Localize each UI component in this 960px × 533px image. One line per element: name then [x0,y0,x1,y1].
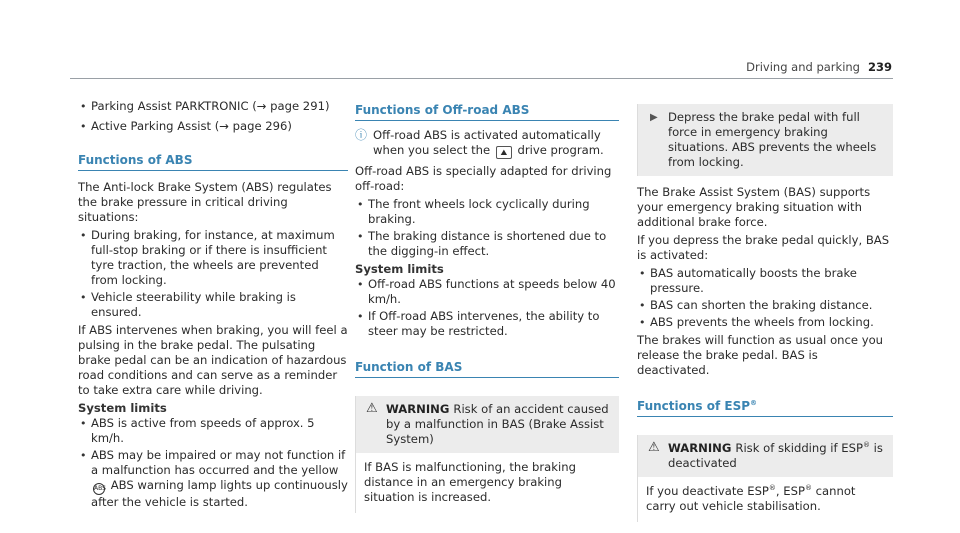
page-number: 239 [867,60,892,74]
offroad-paragraph: Off-road ABS is specially adapted for driving off-road: [355,164,612,193]
cross-ref-list [78,99,348,134]
offroad-list [355,197,619,259]
system-limits-heading: System limits [78,401,167,415]
warning-triangle-icon: ⚠ [366,401,378,416]
list-item: • BAS automatically boosts the brake pressure. [637,266,893,296]
list-item: • ABS is active from speeds of approx. 5 km/h. [78,416,348,446]
list-item: • The front wheels lock cyclically during braking. [355,197,619,227]
list-item: • If Off-road ABS intervenes, the ability to steer may be restricted. [355,309,619,339]
column-1 [78,99,348,513]
bas-warning-box [355,396,619,513]
offroad-limits-list [355,277,619,339]
section-title-abs: Functions of ABS [78,153,348,171]
list-item: • ABS prevents the wheels from locking. [637,315,893,330]
bas-list [637,266,893,330]
warning-body: If BAS is malfunctioning, the braking distance in an emergency braking situation is increased. [364,460,576,504]
section-title-esp: Functions of ESP® [637,399,893,417]
abs-list [78,228,348,320]
list-item: • The braking distance is shortened due to the digging-in effect. [355,229,619,259]
esp-warning-box [637,435,893,522]
abs-limits-list [78,416,348,510]
warning-body: If you deactivate ESP®, ESP® cannot carry out vehicle stabilisation. [646,484,856,513]
list-item: • Vehicle steerability while braking is ensured. [78,290,348,320]
warning-header: ⚠ WARNING Risk of an accident caused by a malfunction in BAS (Brake Assist System) [356,396,619,453]
instruction-step: ▶ Depress the brake pedal with full force in emergency braking situations. ABS prevents the wheels from locking. [637,104,893,176]
page-header [746,60,892,75]
list-item: • During braking, for instance, at maximum full-stop braking or if there is insufficient tyre traction, the wheels are prevented from locking. [78,228,348,288]
header-title: Driving and parking [746,60,860,74]
column-2 [355,103,619,513]
system-limits-heading: System limits [355,262,444,276]
bas-paragraph-2: If you depress the brake pedal quickly, BAS is activated: [637,233,890,262]
list-item[interactable]: • Active Parking Assist (→ page 296) [78,119,348,134]
info-icon: ⓘ [355,128,368,142]
bas-paragraph-3: The brakes will function as usual once you release the brake pedal. BAS is deactivated. [637,333,884,377]
bas-paragraph-1: The Brake Assist System (BAS) supports your emergency braking situation with additional brake force. [637,185,871,229]
section-title-bas: Function of BAS [355,360,619,378]
section-title-offroad-abs: Functions of Off-road ABS [355,103,619,121]
step-arrow-icon: ▶ [650,112,658,123]
column-3 [637,104,893,522]
header-rule [70,78,893,79]
list-item: • BAS can shorten the braking distance. [637,298,893,313]
warning-triangle-icon: ⚠ [648,440,660,455]
abs-warning-lamp-icon: ABS [93,483,105,495]
list-item: • Off-road ABS functions at speeds below 40 km/h. [355,277,619,307]
abs-intro: The Anti-lock Brake System (ABS) regulates the brake pressure in critical driving situations: [78,180,332,224]
warning-header: ⚠ WARNING Risk of skidding if ESP® is deactivated [638,435,893,477]
abs-paragraph: If ABS intervenes when braking, you will feel a pulsing in the brake pedal. The pulsating brake pedal can be an indication of hazardous road conditions and can serve as a reminder to take extra care while driving. [78,323,348,397]
list-item[interactable]: • Parking Assist PARKTRONIC (→ page 291) [78,99,348,114]
list-item: • ABS may be impaired or may not function if a malfunction has occurred and the yellow ABS ABS warning lamp lights up continuously after the vehicle is started. [78,448,348,510]
offroad-drive-program-icon: ⛰ [496,146,512,159]
note: ⓘ Off-road ABS is activated automatically when you select the ⛰ drive program. [355,128,604,157]
